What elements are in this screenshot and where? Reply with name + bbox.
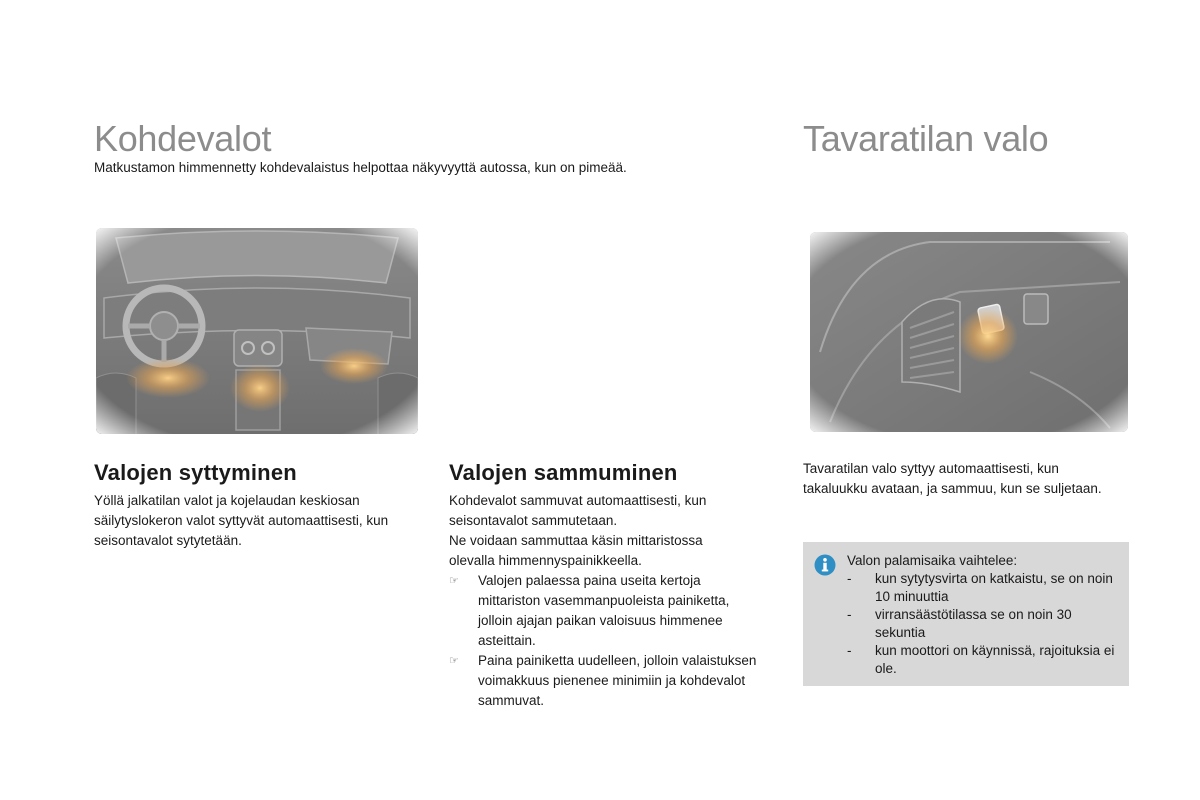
- tavaratila-body: Tavaratilan valo syttyy automaattisesti, kun takaluukku avataan, ja sammuu, kun se suljetaan.: [803, 461, 1102, 496]
- trunk-light-image: [810, 232, 1128, 432]
- list-item: [847, 606, 1123, 642]
- info-content: [847, 552, 1123, 678]
- dash-mark: -: [847, 607, 852, 622]
- section2-body2: Ne voidaan sammuttaa käsin mittaristossa olevalla himmennyspainikkeella.: [449, 533, 703, 568]
- info-box: [803, 542, 1129, 686]
- list-item: [847, 642, 1123, 678]
- section1-body: Yöllä jalkatilan valot ja kojelaudan keskiosan säilytyslokeron valot syttyvät automaattisesti, kun seisontavalot sytytetään.: [94, 493, 389, 548]
- pointing-hand-icon: ☞: [449, 655, 459, 667]
- section2-body1: Kohdevalot sammuvat automaattisesti, kun seisontavalot sammutetaan.: [449, 493, 707, 528]
- section2-content: [449, 491, 779, 711]
- list-item: [449, 571, 761, 651]
- pointing-hand-icon: ☞: [449, 575, 459, 587]
- info-list: [847, 570, 1123, 678]
- list-item: [847, 570, 1123, 606]
- dash-mark: -: [847, 643, 852, 658]
- heading-valojen-sammuminen: Valojen sammuminen: [449, 460, 678, 485]
- bullet-text: Paina painiketta uudelleen, jolloin valaistuksen voimakkuus pienenee minimiin ja kohdevalot sammuvat.: [478, 653, 757, 708]
- info-item-text: kun sytytysvirta on katkaistu, se on noin 10 minuuttia: [875, 571, 1113, 604]
- info-item-text: kun moottori on käynnissä, rajoituksia ei ole.: [875, 643, 1115, 676]
- info-intro: Valon palamisaika vaihtelee:: [847, 553, 1018, 568]
- heading-valojen-syttyminen: Valojen syttyminen: [94, 460, 297, 485]
- info-icon: [814, 554, 836, 576]
- dashboard-illustration: [96, 228, 418, 434]
- trunk-illustration: [810, 232, 1128, 432]
- bullet-text: Valojen palaessa paina useita kertoja mittariston vasemmanpuoleista painiketta, jolloin ajajan paikan valoisuus himmenee asteittain.: [478, 573, 730, 648]
- intro-text: Matkustamon himmennetty kohdevalaistus helpottaa näkyvyyttä autossa, kun on pimeää.: [94, 160, 627, 175]
- dashboard-lights-image: [96, 228, 418, 434]
- page-title-tavaratilan-valo: Tavaratilan valo: [803, 118, 1049, 159]
- page-title-kohdevalot: Kohdevalot: [94, 118, 272, 159]
- section2-bullet-list: [449, 571, 761, 711]
- info-item-text: virransäästötilassa se on noin 30 sekuntia: [875, 607, 1072, 640]
- list-item: [449, 651, 761, 711]
- dash-mark: -: [847, 571, 852, 586]
